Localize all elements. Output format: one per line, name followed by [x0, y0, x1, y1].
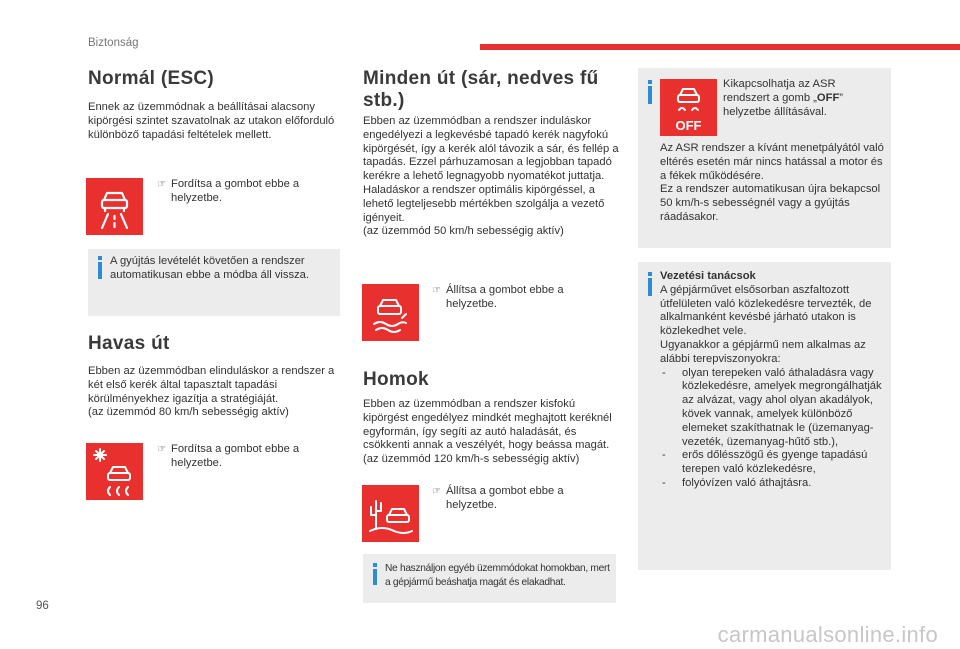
driving-tips-title: Vezetési tanácsok	[660, 270, 756, 282]
arrow-icon: ☞	[157, 444, 166, 455]
asr-text-bold: OFF	[816, 91, 840, 104]
driving-tips-list	[660, 367, 888, 491]
info-icon	[373, 563, 377, 585]
mud-body: Ebben az üzemmódban a rendszer induláskor engedélyezi a legkevésbé tapadó kerék nagyfokú kipörgését, így a kerék alól távozik a sár, és fellép a tapadás. Ezzel párhuzamosan a legjobban tapadó kerékre a lehető legnagyobb nyomatékot juttatja. Haladáskor a rendszer optimális kipörgéssel, a lehető legteljesebb mértékben szolgálja a vezető igényeit. (az üzemmód 50 km/h sebességig aktív)	[363, 115, 619, 238]
asr-text-before: Kikapcsolhatja az ASR rendszert a gomb „	[723, 78, 836, 104]
esc-off-icon	[660, 79, 717, 136]
sand-note-text: Ne használjon egyéb üzemmódokat homokban, mert a gépjármű beáshatja magát és elakadhat.	[385, 563, 610, 588]
asr-off-text	[723, 78, 883, 119]
sand-title: Homok	[363, 369, 429, 390]
esc-road-icon	[86, 178, 143, 235]
sand-body: Ebben az üzemmódban a rendszer kisfokú kipörgést engedélyez mindkét meghajtott keréknél egyformán, így segíti az autó haladását, és csökkenti annak a veszélyét, hogy beássa magát. (az üzemmód 120 km/h-s sebességig aktív)	[363, 398, 612, 466]
normal-note-text: A gyújtás levételét követően a rendszer automatikusan ebbe a módba áll vissza.	[110, 255, 310, 281]
driving-tips-body: A gépjárművet elsősorban aszfaltozott útfelületen való közlekedésre tervezték, de alkalmanként kevésbé járható utakon is közlekedhet vele. Ugyanakkor a gépjármű nem alkalmas az alábbi terepviszonyokra:	[660, 283, 872, 365]
sand-note-box	[363, 554, 616, 603]
mud-instruction-text: Állítsa a gombot ebbe a helyzetbe.	[446, 284, 564, 310]
info-icon	[98, 256, 102, 279]
driving-tips-box	[638, 262, 891, 570]
list-item: - olyan terepeken való áthaladásra vagy közlekedésre, amelyek megrongálhatják az alvázat, vagy ahol olyan akadályok, kövek vannak, amelyek különböző elemeket szakíthatnak le (üzemanyag-vezeték, üzemanyag-hűtő stb.),	[660, 367, 888, 450]
normal-instruction	[157, 178, 327, 206]
mud-mode-icon	[362, 284, 419, 341]
sand-instruction	[432, 485, 602, 513]
normal-instruction-text: Fordítsa a gombot ebbe a helyzetbe.	[171, 178, 300, 204]
driving-tips-content	[660, 270, 888, 491]
list-item: - erős dőlésszögű és gyenge tapadású terepen való közlekedésre,	[660, 449, 888, 477]
snow-title: Havas út	[88, 333, 170, 354]
section-header: Biztonság	[88, 37, 139, 49]
arrow-icon: ☞	[432, 486, 441, 497]
info-icon	[648, 272, 652, 296]
off-label: OFF	[675, 118, 702, 133]
info-icon	[648, 80, 652, 104]
asr-box	[638, 68, 891, 248]
asr-text-after: ” helyzetbe állításával.	[723, 91, 844, 118]
asr-body: Az ASR rendszer a kívánt menetpályától való eltérés esetén már nincs hatással a motor és a fékek működésére. Ez a rendszer automatikusan újra bekapcsol 50 km/h-s sebességnél vagy a gyújtás ráadásakor.	[660, 142, 884, 223]
watermark: carmanualsonline.info	[717, 622, 938, 647]
snow-mode-icon	[86, 443, 143, 500]
list-item: - folyóvízen való áthajtásra.	[660, 477, 888, 491]
normal-esc-body: Ennek az üzemmódnak a beállításai alacsony kipörgési szintet szavatolnak az utakon előforduló különböző tapadási feltételek mellett.	[88, 101, 335, 141]
snow-body: Ebben az üzemmódban elinduláskor a rendszer a két első kerék által tapasztalt tapadási körülményekhez igazítja a stratégiáját. (az üzemmód 80 km/h sebességig aktív)	[88, 365, 335, 419]
arrow-icon: ☞	[157, 179, 166, 190]
sand-mode-icon	[362, 485, 419, 542]
normal-note-box	[88, 249, 340, 316]
mud-instruction	[432, 284, 602, 312]
header-accent-bar	[480, 44, 960, 50]
mud-title: Minden út (sár, nedves fű stb.)	[363, 68, 599, 111]
normal-esc-title: Normál (ESC)	[88, 68, 215, 89]
sand-instruction-text: Állítsa a gombot ebbe a helyzetbe.	[446, 485, 564, 511]
page-number: 96	[36, 600, 49, 612]
snow-instruction	[157, 443, 327, 471]
arrow-icon: ☞	[432, 285, 441, 296]
snow-instruction-text: Fordítsa a gombot ebbe a helyzetbe.	[171, 443, 300, 469]
